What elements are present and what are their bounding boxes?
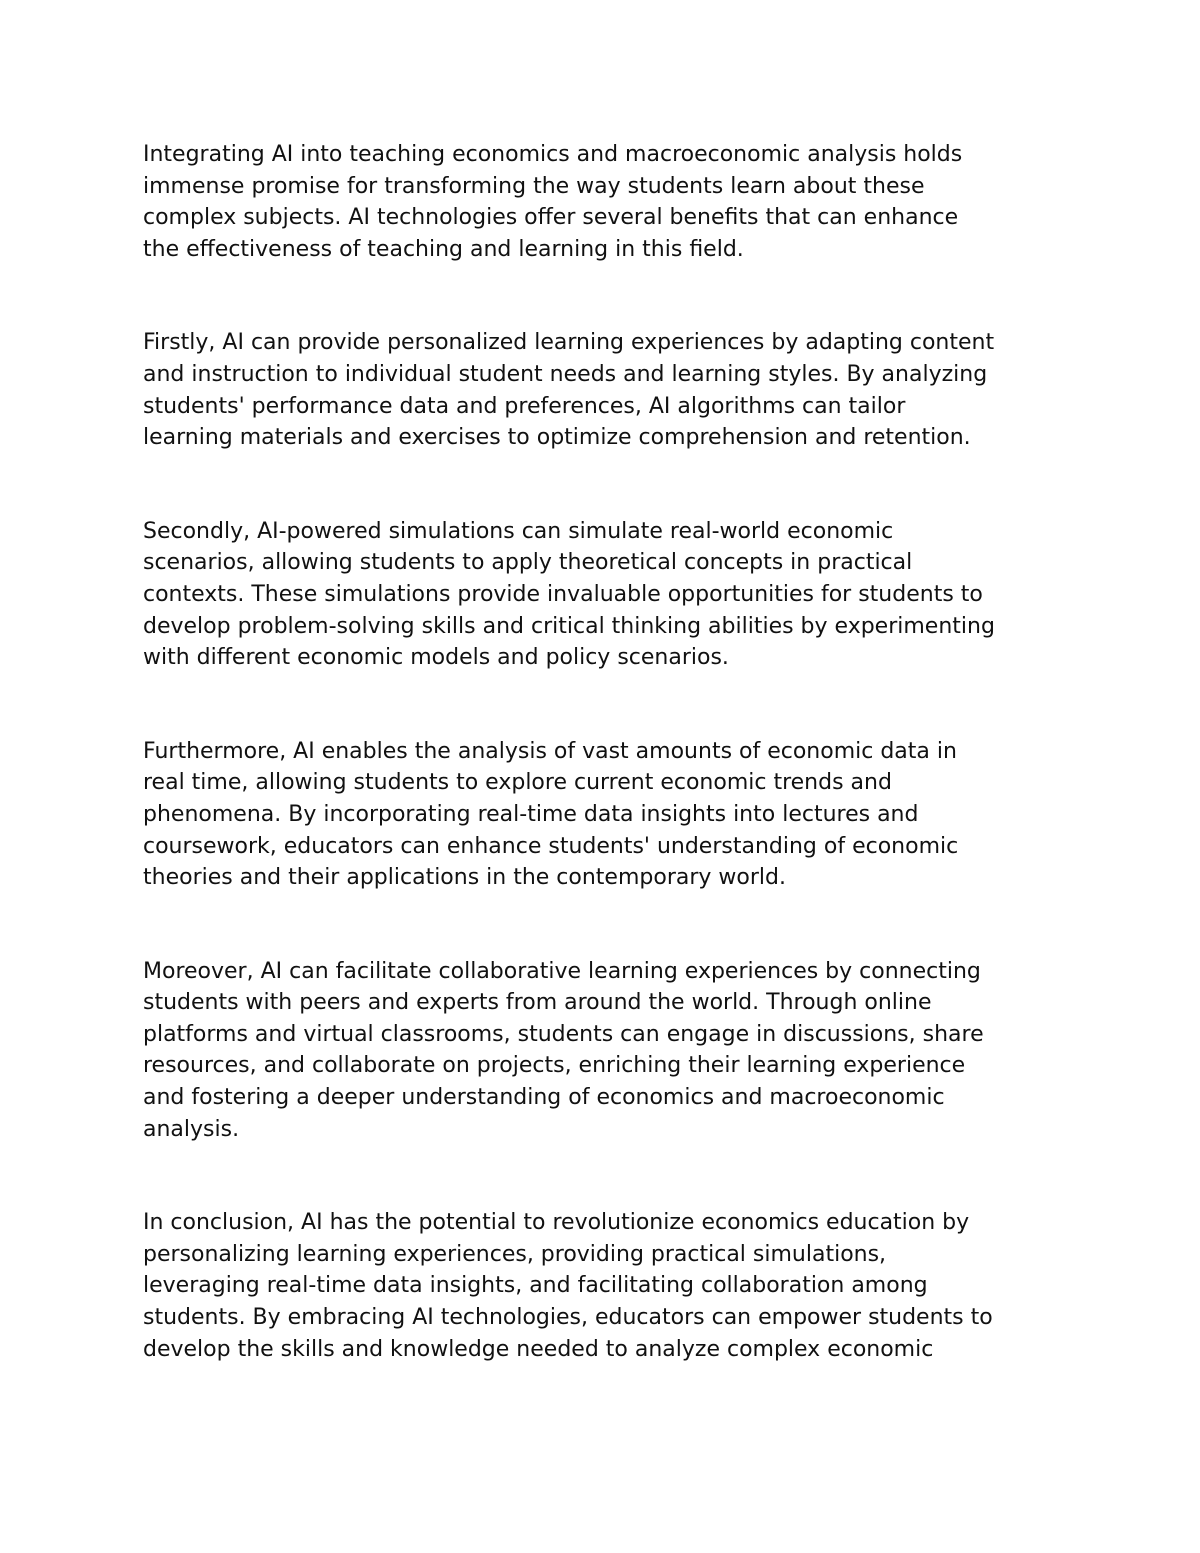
paragraph-collaboration: Moreover, AI can facilitate collaborative learning experiences by connecting students with peers and experts from around the world. Through online platforms and virtual classrooms, students can engage in discussions, share resources, and collaborate on projects, enriching their learning experience and fostering a deeper understanding of economics and macroeconomic analysis.	[143, 958, 984, 1142]
paragraph-simulations: Secondly, AI-powered simulations can simulate real-world economic scenarios, allowing students to apply theoretical concepts in practical contexts. These simulations provide invaluable opportunities for students to develop problem-solving skills and critical thinking abilities by experimenting with different economic models and policy scenarios.	[143, 518, 995, 671]
paragraph-intro: Integrating AI into teaching economics and macroeconomic analysis holds immense promise for transforming the way students learn about these complex subjects. AI technologies offer several benefits that can enhance the effectiveness of teaching and learning in this field.	[143, 142, 963, 262]
paragraph-conclusion: In conclusion, AI has the potential to revolutionize economics education by personalizing learning experiences, providing practical simulations, leveraging real-time data insights, and facilitating collaboration among students. By embracing AI technologies, educators can empower students to develop the skills and knowledge needed to analyze complex economic	[143, 1210, 993, 1362]
paragraph-personalized-learning: Firstly, AI can provide personalized learning experiences by adapting content and instruction to individual student needs and learning styles. By analyzing students' performance data and preferences, AI algorithms can tailor learning materials and exercises to optimize comprehension and retention.	[143, 330, 995, 451]
document-body	[143, 139, 1063, 1427]
paragraph-real-time-data: Furthermore, AI enables the analysis of vast amounts of economic data in real time, allowing students to explore current economic trends and phenomena. By incorporating real-time data insights into lectures and coursework, educators can enhance students' understanding of economic theories and their applications in the contemporary world.	[143, 738, 959, 891]
